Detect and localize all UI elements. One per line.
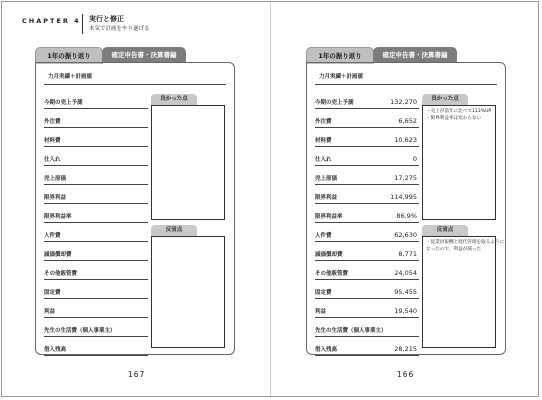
row-cost-of-sales xyxy=(44,168,148,185)
row-label: 材料費 xyxy=(315,138,332,144)
row-profit xyxy=(315,301,419,318)
good-points-box xyxy=(422,105,496,220)
right-page xyxy=(271,2,539,396)
row-profit xyxy=(44,301,148,318)
row-value: 114,995 xyxy=(390,193,417,201)
good-points-notes xyxy=(426,109,491,122)
row-marginal-profit xyxy=(44,187,148,204)
good-points-title: 良かった点 xyxy=(151,94,197,105)
row-fixed-costs xyxy=(315,282,419,299)
row-other-sga xyxy=(44,263,148,280)
row-loan-balance xyxy=(44,339,148,356)
row-marginal-profit xyxy=(315,187,419,204)
row-value: 86.9% xyxy=(396,212,417,220)
tab-year-review: 1年の振り返り xyxy=(35,47,103,64)
chapter-subtitle: 本気で計画をやり遂げる xyxy=(89,26,150,32)
worksheet-frame xyxy=(35,62,235,355)
row-value: 132,270 xyxy=(390,98,417,106)
row-label: 固定費 xyxy=(315,290,332,296)
row-label: 利益 xyxy=(44,309,56,315)
row-label: 売上原価 xyxy=(315,176,338,182)
row-sales-forecast xyxy=(315,92,419,109)
tab-tax-return: 確定申告書・決算書編 xyxy=(102,47,186,63)
good-points-box xyxy=(151,105,225,220)
page-number: 167 xyxy=(128,370,146,379)
row-value: 62,630 xyxy=(394,231,417,239)
row-label: その他販管費 xyxy=(44,271,78,277)
row-label: 今期の売上予測 xyxy=(315,100,354,106)
tab-year-review: 1年の振り返り xyxy=(306,47,374,64)
row-sales-forecast xyxy=(44,92,148,109)
row-label: 外注費 xyxy=(315,119,332,125)
row-value: 10,623 xyxy=(394,136,417,144)
row-cost-of-sales xyxy=(315,168,419,185)
row-label: 先生の生活費（個人事業主） xyxy=(315,328,387,334)
row-label: 先生の生活費（個人事業主） xyxy=(44,328,116,334)
row-living-expenses xyxy=(315,320,419,337)
row-materials xyxy=(44,130,148,147)
row-label: 今期の売上予測 xyxy=(44,100,83,106)
row-materials xyxy=(315,130,419,147)
chapter-label: CHAPTER 4 xyxy=(22,17,81,25)
reflection-line: ・従業員報酬と経代管理を取るように xyxy=(426,240,505,245)
reflection-notes xyxy=(426,240,504,253)
row-loan-balance xyxy=(315,339,419,356)
tab-tax-return: 確定申告書・決算書編 xyxy=(373,47,457,63)
reflection-title: 反省点 xyxy=(151,225,197,236)
row-marginal-profit-rate xyxy=(315,206,419,223)
row-outsourcing xyxy=(315,111,419,128)
row-personnel xyxy=(44,225,148,242)
row-label: 人件費 xyxy=(44,233,61,239)
row-purchases xyxy=(315,149,419,166)
row-value: 0 xyxy=(412,155,417,163)
left-page xyxy=(2,2,270,396)
reflection-box xyxy=(422,236,505,348)
row-value: 24,054 xyxy=(394,269,417,277)
section-heading-rule xyxy=(315,84,497,85)
row-label: 限界利益率 xyxy=(315,214,343,220)
page-number: 166 xyxy=(397,370,415,379)
row-purchases xyxy=(44,149,148,166)
row-depreciation xyxy=(315,244,419,261)
row-label: 外注費 xyxy=(44,119,61,125)
worksheet-frame xyxy=(306,62,506,355)
row-value: 6,652 xyxy=(398,117,417,125)
tab-bar xyxy=(35,47,235,63)
row-label: 借入残高 xyxy=(315,347,338,353)
row-value: 19,540 xyxy=(394,307,417,315)
good-point-line: ・限界利益率は変わらない xyxy=(426,115,482,121)
chapter-divider xyxy=(82,14,83,34)
section-heading: 力月実績＋計画値 xyxy=(319,74,364,80)
row-marginal-profit-rate xyxy=(44,206,148,223)
row-label: 限界利益 xyxy=(315,195,338,201)
row-label: 人件費 xyxy=(315,233,332,239)
good-points-title: 良かった点 xyxy=(422,94,468,105)
row-personnel xyxy=(315,225,419,242)
row-label: 借入残高 xyxy=(44,347,67,353)
good-point-line: ・売上が前年に比べて113%UP xyxy=(426,109,492,114)
section-heading-rule xyxy=(44,84,226,85)
tab-bar xyxy=(306,47,506,63)
chapter-title: 実行と修正 xyxy=(89,15,124,23)
row-label: 限界利益率 xyxy=(44,214,72,220)
row-fixed-costs xyxy=(44,282,148,299)
row-label: 固定費 xyxy=(44,290,61,296)
row-label: 限界利益 xyxy=(44,195,67,201)
row-other-sga xyxy=(315,263,419,280)
row-value: 17,275 xyxy=(394,174,417,182)
section-heading: 力月実績＋計画値 xyxy=(48,74,93,80)
row-value: 95,455 xyxy=(394,288,417,296)
row-value: 8,771 xyxy=(398,250,417,258)
row-label: 減価償却費 xyxy=(44,252,72,258)
reflection-line: なったので、利益が減った xyxy=(426,246,482,252)
reflection-title: 反省点 xyxy=(422,225,468,236)
row-depreciation xyxy=(44,244,148,261)
row-label: 仕入れ xyxy=(44,157,61,163)
row-value: 28,215 xyxy=(394,345,417,353)
row-outsourcing xyxy=(44,111,148,128)
row-label: 売上原価 xyxy=(44,176,67,182)
book-spread xyxy=(1,1,539,397)
reflection-box xyxy=(151,236,225,348)
row-living-expenses xyxy=(44,320,148,337)
row-label: 減価償却費 xyxy=(315,252,343,258)
row-label: その他販管費 xyxy=(315,271,349,277)
row-label: 利益 xyxy=(315,309,327,315)
row-label: 材料費 xyxy=(44,138,61,144)
row-label: 仕入れ xyxy=(315,157,332,163)
